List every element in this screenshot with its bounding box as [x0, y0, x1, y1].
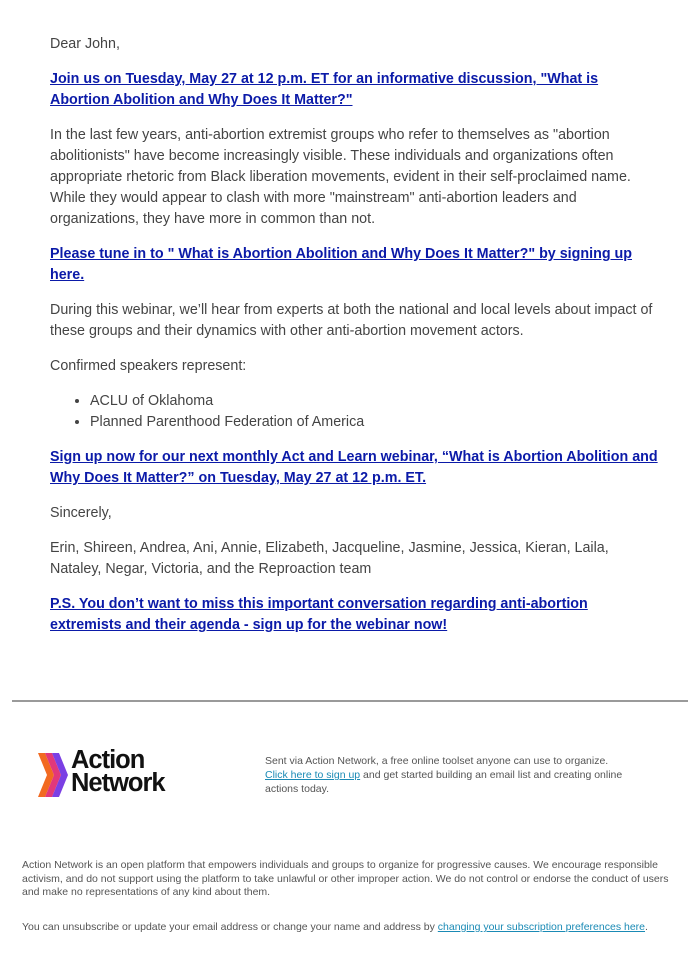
- list-item: • Planned Parenthood Federation of America: [90, 412, 660, 433]
- speakers-list: [50, 391, 660, 433]
- ps-link[interactable]: P.S. You don’t want to miss this important conversation regarding anti-abortion extremists and their agenda - sign up for the webinar now!: [50, 596, 588, 633]
- event-link[interactable]: Join us on Tuesday, May 27 at 12 p.m. ET for an informative discussion, "What is Abortion Abolition and Why Does It Matter?": [50, 71, 599, 108]
- email-body: [50, 34, 660, 650]
- subscription-preferences-link[interactable]: changing your subscription preferences here: [437, 921, 646, 933]
- unsubscribe-text: You can unsubscribe or update your email address or change your name and address by changing your subscription preferences here.: [22, 921, 648, 933]
- speakers-intro: Confirmed speakers represent:: [50, 358, 247, 374]
- tune-in-link[interactable]: Please tune in to " What is Abortion Abolition and Why Does It Matter?" by signing up here.: [50, 246, 632, 283]
- sent-via-text: Sent via Action Network, a free online toolset anyone can use to organize. Click here to sign up and get started building an email list and creating online actions today.: [265, 755, 623, 795]
- webinar-paragraph: During this webinar, we’ll hear from experts at both the national and local levels about impact of these groups and their dynamics with other anti-abortion movement actors.: [50, 302, 653, 339]
- logo-word-network: Network: [71, 769, 165, 797]
- chevrons-logo-icon: [38, 752, 70, 800]
- signature: Erin, Shireen, Andrea, Ani, Annie, Elizabeth, Jacqueline, Jasmine, Jessica, Kieran, Laila, Nataley, Negar, Victoria, and the Reproaction team: [50, 540, 609, 577]
- greeting: Dear John,: [50, 36, 120, 52]
- footer-divider: [12, 700, 688, 702]
- list-item: • ACLU of Oklahoma: [90, 391, 660, 412]
- signup-link[interactable]: Sign up now for our next monthly Act and Learn webinar, “What is Abortion Abolition and Why Does It Matter?” on Tuesday, May 27 at 12 p.m. ET.: [50, 449, 658, 486]
- disclaimer: Action Network is an open platform that empowers individuals and groups to organize for progressive causes. We encourage responsible activism, and do not support using the platform to take unlawful or other improper action. We do not control or endorse the conduct of users and make no representations of any kind about them.: [22, 859, 669, 898]
- signup-footer-link[interactable]: Click here to sign up: [265, 769, 361, 781]
- closing: Sincerely,: [50, 505, 112, 521]
- action-network-logo: [38, 746, 198, 800]
- logo-word-action: Action: [71, 746, 145, 774]
- intro-paragraph: In the last few years, anti-abortion extremist groups who refer to themselves as "abortion abolitionists" have become increasingly visible. These individuals and organizations often appropriate rhetoric from Black liberation movements, evident in their self-proclaimed name. While they would appear to clash with more "mainstream" anti-abortion leaders and organizations, they have more in common than not.: [50, 127, 631, 227]
